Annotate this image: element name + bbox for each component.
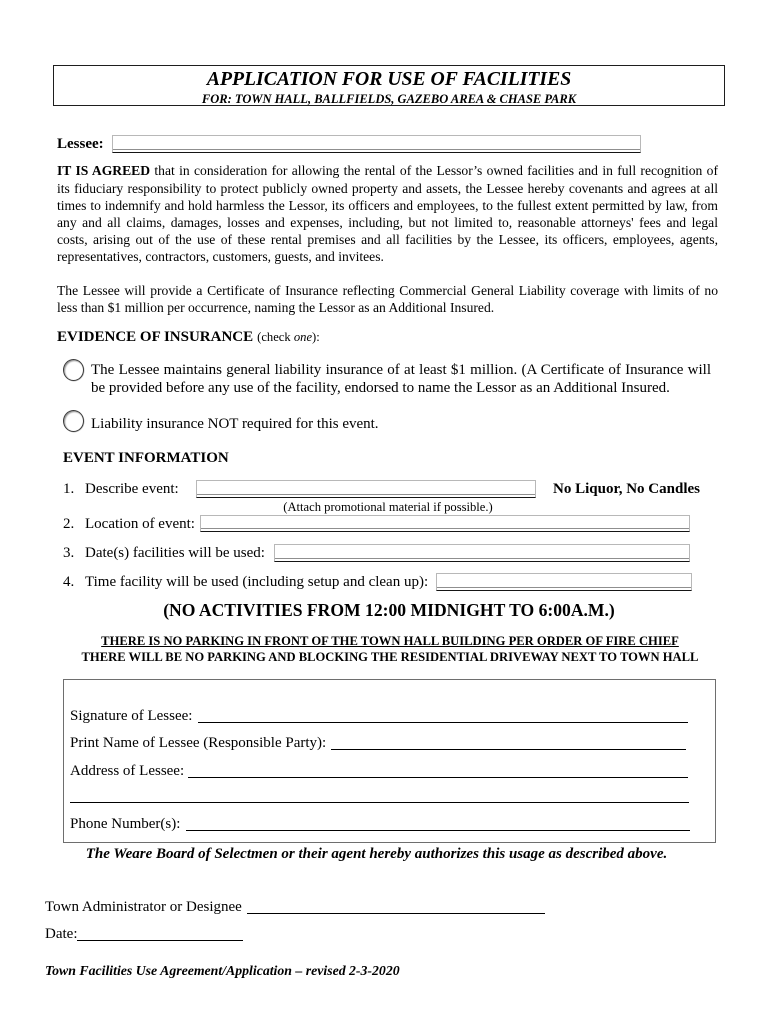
signature-label: Signature of Lessee: [70,708,193,724]
event-dates-label: Date(s) facilities will be used: [85,545,265,561]
insurance-option-1-line: be provided before any use of the facility, endorsed to name the Lessor as an Additional Insured. [91,380,670,396]
agreement-line: times to indemnify and hold harmless the Lessor, its officers and employees, to the fullest extent permitted by law, from [57,197,718,213]
insurance-option-2-line: Liability insurance NOT required for this event. [91,416,379,432]
check-one-hint-emphasis: one [293,330,313,344]
describe-event-field[interactable] [196,480,536,498]
phone-field[interactable] [186,814,690,831]
insurance-option-1-line: The Lessee maintains general liability insurance of at least $1 million. (A Certificate of Insurance will [91,362,711,378]
event-location-label: Location of event: [85,516,195,532]
signature-field[interactable] [198,706,688,723]
check-one-hint [257,330,320,344]
event-dates-field[interactable] [274,544,690,562]
event-restriction-note: No Liquor, No Candles [553,481,700,497]
agreement-line [57,162,718,179]
insurance-option-2-radio[interactable] [63,410,84,432]
lessee-label: Lessee: [57,136,104,152]
insurance-option-2-label[interactable] [91,415,711,433]
event-location-field[interactable] [200,515,690,532]
address-label: Address of Lessee: [70,763,185,779]
date-field[interactable] [77,924,243,941]
form-header [53,65,725,106]
print-name-field[interactable] [331,733,686,750]
agreement-line: costs, arising out of the use of these rental premises and all facilities by the Lessee, its officers, employees, agents, [57,232,718,248]
agreement-line-text: that in consideration for allowing the rental of the Lessor’s owned facilities and in full recognition of [154,163,718,179]
form-title: APPLICATION FOR USE OF FACILITIES [206,68,572,90]
agreement-paragraph [57,162,718,265]
evidence-heading: EVIDENCE OF INSURANCE [57,329,254,345]
form-subtitle: FOR: TOWN HALL, BALLFIELDS, GAZEBO AREA & CHASE PARK [201,92,577,106]
event-item-number: 2. [63,516,75,532]
address-field[interactable] [188,761,688,778]
insurance-option-1-label[interactable] [91,361,711,397]
insurance-notice-paragraph [57,282,718,316]
check-one-hint-prefix: (check [257,330,294,344]
insurance-notice-line: The Lessee will provide a Certificate of Insurance reflecting Commercial General Liability coverage with limits of no [57,282,718,298]
evidence-heading-row [57,328,320,346]
agreement-lead: IT IS AGREED [57,163,151,179]
agreement-line: any and all claims, damages, losses and expenses, including, but not limited to, reasonable attorneys' fees and legal [57,214,718,230]
agreement-line: representatives, contractors, customers, guests, and invitees. [57,249,384,265]
date-label: Date: [45,926,78,942]
no-activities-notice: (NO ACTIVITIES FROM 12:00 MIDNIGHT TO 6:00A.M.) [163,600,615,620]
parking-notice-fire-chief: THERE IS NO PARKING IN FRONT OF THE TOWN HALL BUILDING PER ORDER OF FIRE CHIEF [101,634,679,648]
check-one-hint-suffix: ): [312,330,320,344]
agreement-line: its fiduciary responsibility to protect publicly owned property and assets, the Lessee hereby covenants and agrees at all [57,180,718,196]
town-administrator-label: Town Administrator or Designee [45,899,242,915]
insurance-notice-line: less than $1 million per occurrence, naming the Lessor as an Additional Insured. [57,299,495,315]
parking-notice-driveway: THERE WILL BE NO PARKING AND BLOCKING THE RESIDENTIAL DRIVEWAY NEXT TO TOWN HALL [81,650,699,664]
print-name-label: Print Name of Lessee (Responsible Party): [70,735,327,751]
attach-material-hint: (Attach promotional material if possible.) [283,500,493,514]
address-line-2-field[interactable] [70,786,689,803]
phone-label: Phone Number(s): [70,816,181,832]
event-information-heading: EVENT INFORMATION [63,450,229,466]
event-item-number: 1. [63,481,75,497]
event-item-number: 4. [63,574,75,590]
describe-event-label: Describe event: [85,481,179,497]
event-item-number: 3. [63,545,75,561]
town-administrator-field[interactable] [247,897,545,914]
insurance-option-1-radio[interactable] [63,359,84,381]
event-time-label: Time facility will be used (including setup and clean up): [85,574,429,590]
event-time-field[interactable] [436,573,692,591]
authorization-statement: The Weare Board of Selectmen or their agent hereby authorizes this usage as described above. [85,846,668,862]
lessee-field[interactable] [112,135,641,153]
form-revision-footer: Town Facilities Use Agreement/Application – revised 2-3-2020 [45,963,400,978]
